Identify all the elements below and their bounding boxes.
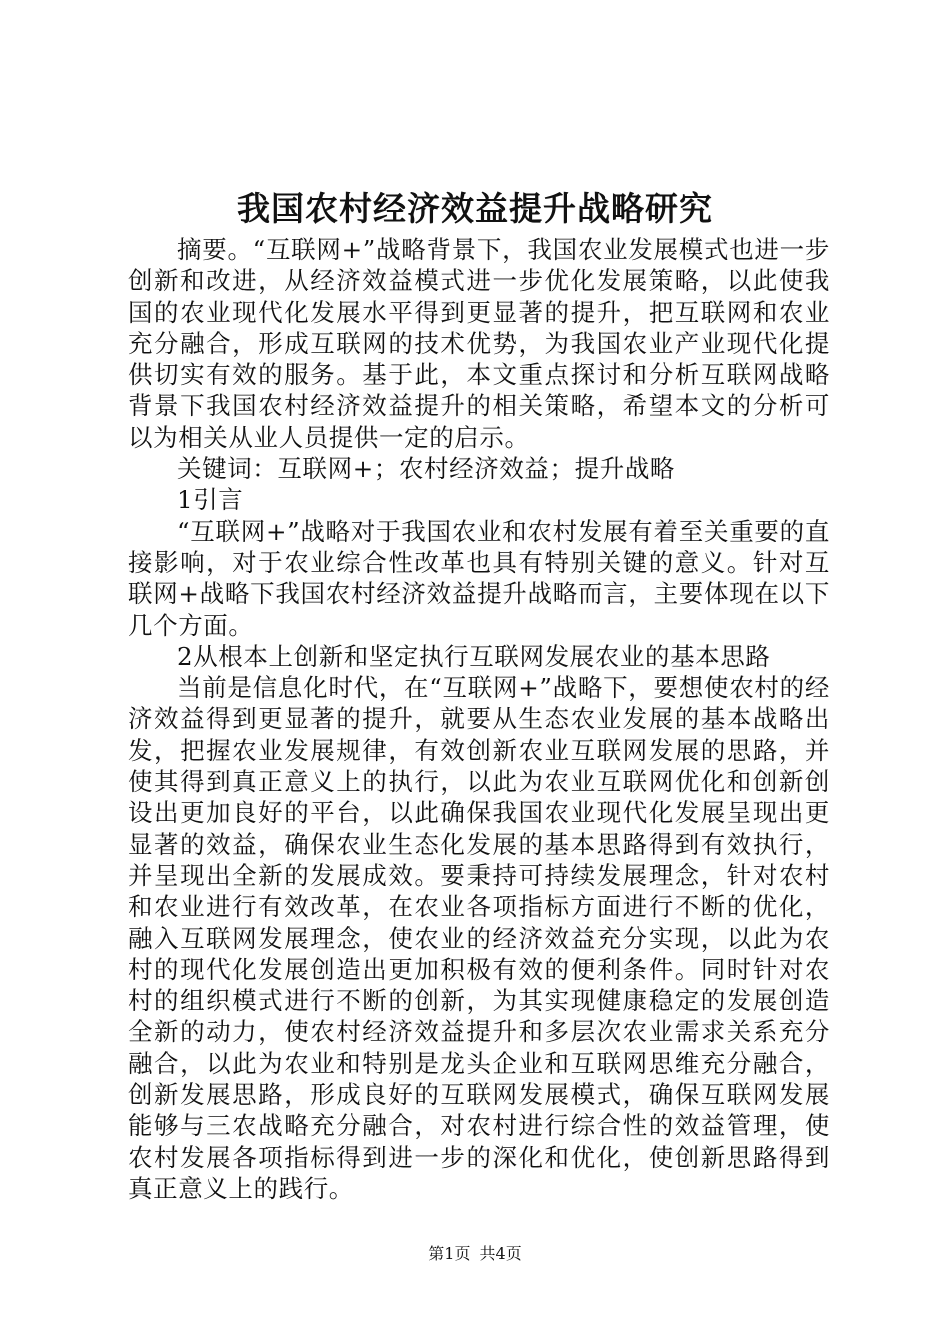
abstract-paragraph: 摘要。“互联网+”战略背景下，我国农业发展模式也进一步创新和改进，从经济效益模式进一步优化发展策略，以此使我国的农业现代化发展水平得到更显著的提升，把互联网和农业充分融合，形成互联网的技术优势，为我国农业产业现代化提供切实有效的服务。基于此，本文重点探讨和分析互联网战略背景下我国农村经济效益提升的相关策略，希望本文的分析可以为相关从业人员提供一定的启示。 <box>128 235 830 452</box>
page-footer <box>0 1243 950 1265</box>
document-title: 我国农村经济效益提升战略研究 <box>237 189 713 228</box>
section-2-paragraph: 当前是信息化时代，在“互联网+”战略下，要想使农村的经济效益得到更显著的提升，就要从生态农业发展的基本战略出发，把握农业发展规律，有效创新农业互联网发展的思路，并使其得到真正意义上的执行，以此为农业互联网优化和创新创设出更加良好的平台，以此确保我国农业现代化发展呈现出更显著的效益，确保农业生态化发展的基本思路得到有效执行，并呈现出全新的发展成效。要秉持可持续发展理念，针对农村和农业进行有效改革，在农业各项指标方面进行不断的优化，融入互联网发展理念，使农业的经济效益充分实现，以此为农村的现代化发展创造出更加积极有效的便利条件。同时针对农村的组织模式进行不断的创新，为其实现健康稳定的发展创造全新的动力，使农村经济效益提升和多层次农业需求关系充分融合，以此为农业和特别是龙头企业和互联网思维充分融合，创新发展思路，形成良好的互联网发展模式，确保互联网发展能够与三农战略充分融合，对农村进行综合性的效益管理，使农村发展各项指标得到进一步的深化和优化，使创新思路得到真正意义上的践行。 <box>128 673 830 1203</box>
keywords-paragraph: 关键词：互联网+；农村经济效益；提升战略 <box>177 454 676 484</box>
section-heading-introduction: 1引言 <box>177 485 244 515</box>
page-number: 第1页 <box>428 1244 471 1263</box>
document-body <box>128 234 830 1204</box>
page-total: 共4页 <box>479 1244 522 1263</box>
introduction-paragraph: “互联网+”战略对于我国农业和农村发展有着至关重要的直接影响，对于农业综合性改革也具有特别关键的意义。针对互联网+战略下我国农村经济效益提升战略而言，主要体现在以下几个方面。 <box>128 516 830 640</box>
section-heading-2: 2从根本上创新和坚定执行互联网发展农业的基本思路 <box>177 641 771 671</box>
